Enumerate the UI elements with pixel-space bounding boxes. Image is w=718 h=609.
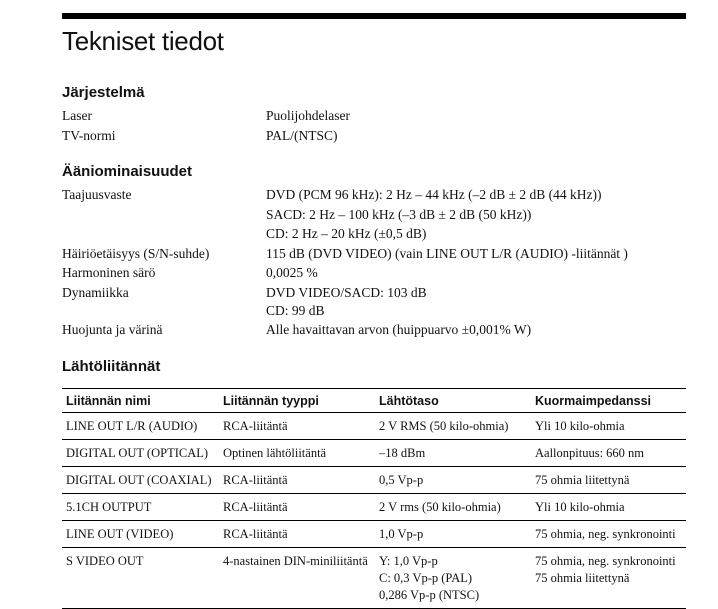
spec-label-wow-flutter: Huojunta ja värinä [62,322,163,337]
cell-load-line: 75 ohmia liitettynä [535,571,630,585]
spec-label-tv-norm: TV-normi [62,128,116,143]
cell-load: Yli 10 kilo-ohmia [531,413,686,440]
table-header-row [62,389,686,413]
table-row [62,467,686,494]
cell-level: 2 V RMS (50 kilo-ohmia) [375,413,531,440]
page-title: Tekniset tiedot [62,26,224,56]
cell-level-line: C: 0,3 Vp-p (PAL) [379,571,473,585]
cell-level [375,548,531,609]
cell-type: RCA-liitäntä [219,494,375,521]
spec-value-snr: 115 dB (DVD VIDEO) (vain LINE OUT L/R (AUDIO) -liitännät ) [266,246,628,261]
spec-label-thd: Harmoninen särö [62,265,156,280]
table-row [62,548,686,609]
spec-value-wow-flutter: Alle havaittavan arvon (huippuarvo ±0,001% W) [266,322,532,337]
cell-type: RCA-liitäntä [219,467,375,494]
section-heading-audio: Ääniominaisuudet [62,163,193,180]
cell-name: LINE OUT (VIDEO) [62,521,219,548]
cell-name: LINE OUT L/R (AUDIO) [62,413,219,440]
cell-load: Yli 10 kilo-ohmia [531,494,686,521]
cell-name: DIGITAL OUT (OPTICAL) [62,440,219,467]
cell-level: 1,0 Vp-p [375,521,531,548]
table-row [62,521,686,548]
table-row [62,413,686,440]
column-header-level: Lähtötaso [375,389,531,413]
spec-value-frequency-cd: CD: 2 Hz – 20 kHz (±0,5 dB) [266,226,427,241]
cell-load: 75 ohmia, neg. synkronointi [531,521,686,548]
spec-label-snr: Häiriöetäisyys (S/N-suhde) [62,246,210,261]
cell-type: Optinen lähtöliitäntä [219,440,375,467]
cell-load: Aallonpituus: 660 nm [531,440,686,467]
outputs-table [62,388,686,609]
spec-value-dynamic-dvd: DVD VIDEO/SACD: 103 dB [266,285,427,300]
cell-level: 0,5 Vp-p [375,467,531,494]
spec-value-thd: 0,0025 % [266,265,318,280]
cell-type: RCA-liitäntä [219,413,375,440]
spec-value-frequency-dvd: DVD (PCM 96 kHz): 2 Hz – 44 kHz (–2 dB ± 2 dB (44 kHz)) [266,187,602,202]
column-header-type: Liitännän tyyppi [219,389,375,413]
cell-type: RCA-liitäntä [219,521,375,548]
column-header-name: Liitännän nimi [62,389,219,413]
cell-type: 4-nastainen DIN-miniliitäntä [219,548,375,609]
cell-load [531,548,686,609]
cell-load: 75 ohmia liitettynä [531,467,686,494]
cell-level: –18 dBm [375,440,531,467]
section-heading-outputs: Lähtöliitännät [62,358,161,375]
table-row [62,440,686,467]
table-row [62,494,686,521]
cell-name: S VIDEO OUT [62,548,219,609]
cell-level: 2 V rms (50 kilo-ohmia) [375,494,531,521]
section-heading-system: Järjestelmä [62,84,145,101]
spec-value-dynamic-cd: CD: 99 dB [266,303,325,318]
spec-label-dynamic-range: Dynamiikka [62,285,129,300]
spec-value-tv-norm: PAL/(NTSC) [266,128,338,143]
cell-name: 5.1CH OUTPUT [62,494,219,521]
cell-level-line: Y: 1,0 Vp-p [379,554,438,568]
spec-value-frequency-sacd: SACD: 2 Hz – 100 kHz (–3 dB ± 2 dB (50 kHz)) [266,207,532,222]
spec-label-frequency-response: Taajuusvaste [62,187,132,202]
cell-name: DIGITAL OUT (COAXIAL) [62,467,219,494]
column-header-load: Kuormaimpedanssi [531,389,686,413]
cell-load-line: 75 ohmia, neg. synkronointi [535,554,676,568]
cell-level-line: 0,286 Vp-p (NTSC) [379,588,480,602]
spec-value-laser: Puolijohdelaser [266,108,350,123]
top-rule [62,13,686,19]
spec-label-laser: Laser [62,108,92,123]
